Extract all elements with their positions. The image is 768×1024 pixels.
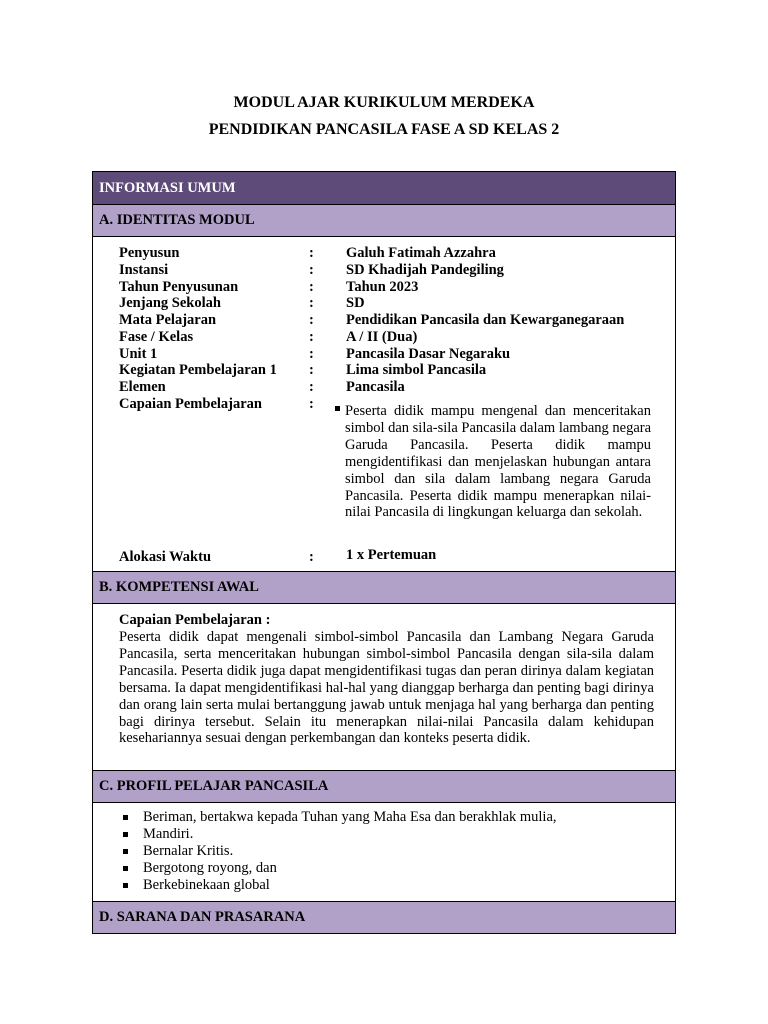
identitas-label: Tahun Penyusunan [119,279,239,295]
section-header-informasi-umum: INFORMASI UMUM [93,172,675,205]
identitas-row [119,362,669,379]
identitas-value: Lima simbol Pancasila [346,362,487,378]
profil-pelajar-block [93,803,675,902]
section-header-kompetensi-awal: B. KOMPETENSI AWAL [93,572,675,604]
section-header-sarana-prasarana: D. SARANA DAN PRASARANA [93,902,675,933]
identitas-colon: : [309,245,314,261]
identitas-label: Elemen [119,379,166,395]
identitas-row [119,279,669,296]
identitas-colon: : [309,295,314,311]
identitas-label: Penyusun [119,245,180,261]
identitas-colon: : [309,549,314,565]
document-subtitle: PENDIDIKAN PANCASILA FASE A SD KELAS 2 [208,121,560,138]
identitas-row [119,329,669,346]
document-title: MODUL AJAR KURIKULUM MERDEKA [233,94,535,111]
identitas-value: Tahun 2023 [346,279,419,295]
section-header-profil-pelajar: C. PROFIL PELAJAR PANCASILA [93,771,675,803]
section-header-identitas-modul: A. IDENTITAS MODUL [93,205,675,237]
identitas-label: Fase / Kelas [119,329,194,345]
identitas-value: SD [346,295,365,311]
identitas-colon: : [309,362,314,378]
identitas-colon: : [309,279,314,295]
identitas-colon: : [309,396,314,412]
identitas-label: Capaian Pembelajaran [119,396,262,412]
kompetensi-body: Peserta didik dapat mengenali simbol-simbol Pancasila dan Lambang Negara Garuda Pancasila, serta menceritakan hubungan simbol-simbol Pancasila dengan sila-sila dalam Pancasila. Peserta didik juga dapat mengidentifikasi tugas dan peran dirinya dalam kegiatan bersama. Ia dapat mengidentifikasi hal-hal yang dianggap berharga dan penting bagi dirinya dan orang lain serta mulai bertanggung jawab untuk menjaga hal yang berharga dan penting bagi dirinya tersebut. Selain itu menerapkan nilai-nilai Pancasila dalam kehidupan kesehariannya sesuai dengan perkembangan dan konteks peserta didik. [119,629,654,747]
identitas-colon: : [309,312,314,328]
identitas-label: Unit 1 [119,346,158,362]
identitas-row [119,547,669,564]
identitas-row [119,346,669,363]
identitas-row [119,379,669,396]
identitas-row [119,262,669,279]
identitas-row [119,295,669,312]
identitas-value: A / II (Dua) [346,329,418,345]
identitas-label: Alokasi Waktu [119,549,212,565]
module-table [92,171,676,934]
identitas-value: 1 x Pertemuan [346,547,437,563]
identitas-label: Jenjang Sekolah [119,295,221,311]
identitas-value: Pancasila Dasar Negaraku [346,346,511,362]
list-item: Bergotong royong, dan [123,860,557,877]
identitas-value: Pancasila [346,379,405,395]
list-item: Beriman, bertakwa kepada Tuhan yang Maha Esa dan berakhlak mulia, [123,809,557,826]
identitas-modul-block [93,237,675,572]
kompetensi-subtitle: Capaian Pembelajaran : [119,612,271,628]
kompetensi-awal-block [93,604,675,771]
identitas-label: Instansi [119,262,169,278]
list-item: Berkebinekaan global [123,877,557,894]
list-item: Mandiri. [123,826,557,843]
identitas-value: SD Khadijah Pandegiling [346,262,504,278]
identitas-value: Pendidikan Pancasila dan Kewarganegaraan [346,312,625,328]
list-item: Bernalar Kritis. [123,843,557,860]
identitas-colon: : [309,262,314,278]
identitas-colon: : [309,379,314,395]
identitas-row [119,312,669,329]
identitas-label: Kegiatan Pembelajaran 1 [119,362,277,378]
profil-list [123,809,557,893]
bullet-icon [335,406,340,411]
capaian-pembelajaran-text: Peserta didik mampu mengenal dan menceritakan simbol dan sila-sila Pancasila dalam lambang negara Garuda Pancasila. Peserta didik mampu mengidentifikasi dan menjelaskan hubungan antara simbol dan sila dalam lambang negara Garuda Pancasila. Peserta didik mampu menerapkan nilai-nilai Pancasila di lingkungan keluarga dan sekolah. [345,403,652,521]
identitas-value: Galuh Fatimah Azzahra [346,245,496,261]
identitas-row [119,245,669,262]
identitas-colon: : [309,346,314,362]
identitas-colon: : [309,329,314,345]
identitas-label: Mata Pelajaran [119,312,217,328]
